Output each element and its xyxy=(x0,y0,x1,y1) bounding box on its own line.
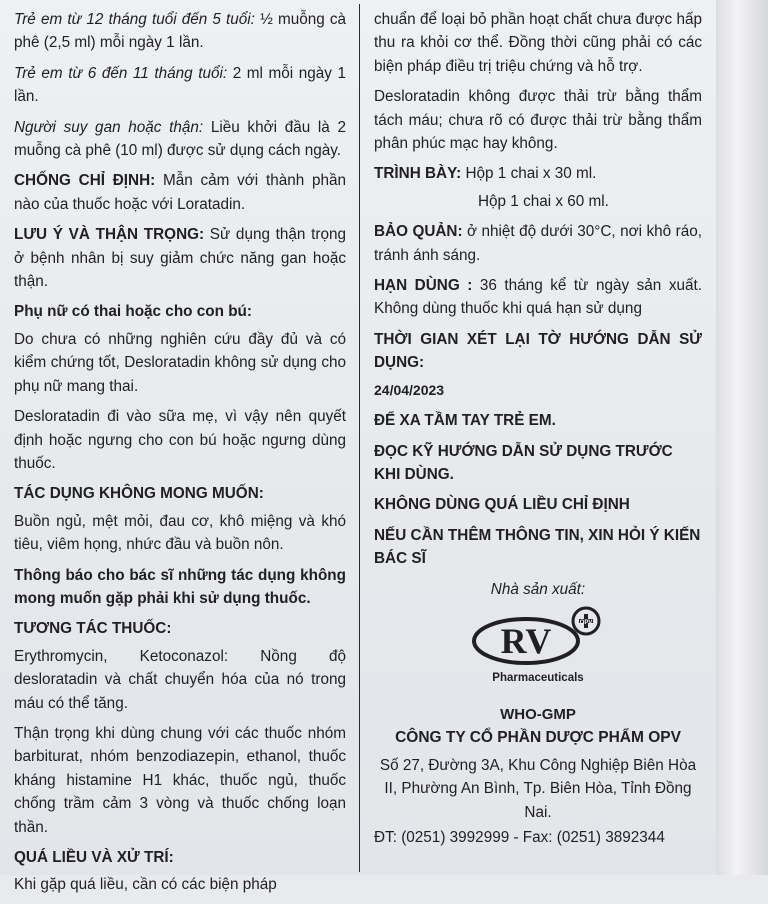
who-gmp-label: WHO-GMP xyxy=(500,705,576,723)
warning-dose: KHÔNG DÙNG QUÁ LIỀU CHỈ ĐỊNH xyxy=(374,496,630,514)
pregnancy-heading: Phụ nữ có thai hoặc cho con bú: xyxy=(14,303,252,321)
dosage-liver-kidney: Người suy gan hoặc thận: Liều khởi đầu là 2 muỗng cà phê (10 ml) được sử dụng cách ngày. xyxy=(14,118,346,160)
overdose-text: Khi gặp quá liều, cần có các biện pháp xyxy=(14,876,277,894)
dosage-child-12m-5y: Trẻ em từ 12 tháng tuổi đến 5 tuổi: ½ muỗng cà phê (2,5 ml) mỗi ngày 1 lần. xyxy=(14,11,347,52)
cautions: LƯU Ý VÀ THẬN TRỌNG: Sử dụng thận trọng ở bệnh nhân bị suy giảm chức năng gan hoặc thận. xyxy=(14,226,346,291)
manufacturer-label: Nhà sản xuất: xyxy=(490,580,586,598)
warning-children: ĐỂ XA TẦM TAY TRẺ EM. xyxy=(374,412,556,430)
dialysis-text: Desloratadin không được thải trừ bằng thẩm tách máu; chưa rõ có được thải trừ bằng thẩm phân phúc mạc hay không. xyxy=(374,88,702,153)
review-date: 24/04/2023 xyxy=(374,381,445,398)
review-heading: THỜI GIAN XÉT LẠI TỜ HƯỚNG DẪN SỬ DỤNG: xyxy=(374,330,702,372)
side-effects-notice: Thông báo cho bác sĩ những tác dụng không mong muốn gặp phải khi sử dụng thuốc. xyxy=(14,566,346,607)
overdose-heading: QUÁ LIỀU VÀ XỬ TRÍ: xyxy=(14,849,174,866)
company-phone: ĐT: (0251) 3992999 - Fax: (0251) 3892344 xyxy=(374,828,665,846)
logo-badge-text: OPV xyxy=(579,619,593,626)
warning-info: NẾU CẦN THÊM THÔNG TIN, XIN HỎI Ý KIẾN BÁC SĨ xyxy=(374,526,701,568)
pregnancy-text-2: Desloratadin đi vào sữa mẹ, vì vậy nên quyết định hoặc ngưng cho con bú hoặc ngưng dùng thuốc. xyxy=(14,408,346,472)
presentation: TRÌNH BÀY: Hộp 1 chai x 30 ml. xyxy=(374,165,597,183)
company-address: Số 27, Đường 3A, Khu Công Nghiệp Biên Hòa II, Phường An Bình, Tp. Biên Hòa, Tỉnh Đồng Nai. xyxy=(379,756,697,821)
opv-logo xyxy=(374,605,702,669)
contraindications: CHỐNG CHỈ ĐỊNH: Mẫn cảm với thành phần nào của thuốc hoặc với Loratadin. xyxy=(14,172,346,213)
expiry: HẠN DÙNG : 36 tháng kể từ ngày sản xuất. Không dùng thuốc khi quá hạn sử dụng xyxy=(374,277,702,318)
pregnancy-text-1: Do chưa có những nghiên cứu đầy đủ và có kiểm chứng tốt, Desloratadin không sử dụng cho phụ nữ mang thai. xyxy=(14,330,346,395)
warning-read: ĐỌC KỸ HƯỚNG DẪN SỬ DỤNG TRƯỚC KHI DÙNG. xyxy=(374,442,673,483)
company-name: CÔNG TY CỔ PHẦN DƯỢC PHẨM OPV xyxy=(395,729,681,747)
interactions-text-2: Thận trọng khi dùng chung với các thuốc nhóm barbiturat, nhóm benzodiazepin, ethanol, thuốc kháng histamine H1 khác, thuốc ngủ, thuốc chống trầm cảm 3 vòng và thuốc chống loạn thần. xyxy=(14,724,346,836)
interactions-heading: TƯƠNG TÁC THUỐC: xyxy=(14,620,172,638)
right-paper-edge xyxy=(716,0,768,875)
interactions-text-1: Erythromycin, Ketoconazol: Nồng độ desloratadin và chất chuyển hóa của nó trong máu có thể tăng. xyxy=(14,647,346,712)
pharmaceuticals-label: Pharmaceuticals xyxy=(492,671,584,684)
right-column xyxy=(374,8,702,856)
rv-logo-icon xyxy=(468,605,608,669)
left-column xyxy=(14,8,346,904)
overdose-continued: chuẩn để loại bỏ phần hoạt chất chưa được hấp thu ra khỏi cơ thể. Đồng thời cũng phải có các biện pháp điều trị triệu chứng và hỗ trợ. xyxy=(374,11,702,75)
presentation-2: Hộp 1 chai x 60 ml. xyxy=(478,192,609,210)
dosage-child-6-11m: Trẻ em từ 6 đến 11 tháng tuổi: 2 ml mỗi ngày 1 lần. xyxy=(14,64,346,106)
side-effects-text: Buồn ngủ, mệt mỏi, đau cơ, khô miệng và khó tiêu, viêm họng, nhức đầu và buồn nôn. xyxy=(14,512,346,554)
side-effects-heading: TÁC DỤNG KHÔNG MONG MUỐN: xyxy=(14,485,264,503)
column-divider xyxy=(359,4,360,872)
logo-rv-text: RV xyxy=(500,620,552,661)
storage: BẢO QUẢN: ở nhiệt độ dưới 30°C, nơi khô ráo, tránh ánh sáng. xyxy=(374,223,702,264)
